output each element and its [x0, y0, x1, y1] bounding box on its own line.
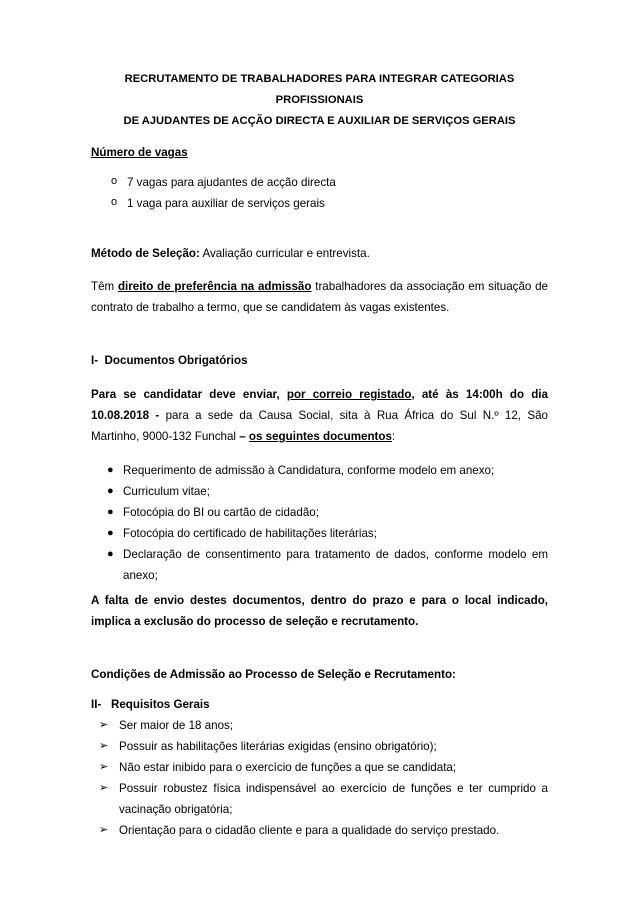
arrow-bullet-icon: ➢ [99, 782, 109, 794]
document-item-text: Fotocópia do BI ou cartão de cidadão; [123, 506, 319, 519]
vagas-item: o 1 vaga para auxiliar de serviços gerais [111, 193, 336, 214]
requirement-item-text: Ser maior de 18 anos; [119, 719, 234, 732]
vagas-item: o 7 vagas para ajudantes de acção directa [111, 172, 336, 193]
intro-a: Para se candidatar deve enviar, [91, 388, 287, 401]
bullet-icon: ● [107, 527, 114, 539]
document-item [107, 481, 548, 502]
bullet-icon: ● [107, 485, 114, 497]
preferencia-paragraph [91, 276, 548, 318]
preferencia-emphasis: direito de preferência na admissão [117, 280, 312, 293]
document-item-text: Curriculum vitae; [123, 485, 210, 498]
documents-list [107, 460, 548, 586]
requirement-item-text: Possuir robustez física indispensável ao exercício de funções e ter cumprido a vacinação obrigatória; [119, 782, 548, 816]
requirement-item-text: Possuir as habilitações literárias exigidas (ensino obrigatório); [119, 740, 437, 753]
vagas-list [111, 172, 336, 214]
requirement-item [91, 820, 548, 841]
metodo-label: Método de Seleção: [91, 247, 200, 260]
document-title [91, 69, 548, 132]
intro-colon: : [391, 430, 396, 443]
intro-documents: os seguintes documentos [248, 430, 392, 443]
requirement-item-text: Não estar inibido para o exercício de funções a que se candidata; [119, 761, 457, 774]
document-item [107, 502, 548, 523]
bullet-icon: ● [107, 506, 114, 518]
arrow-bullet-icon: ➢ [99, 761, 109, 773]
requirement-item [91, 757, 548, 778]
section-2-number: II- [91, 698, 102, 711]
title-line-1: RECRUTAMENTO DE TRABALHADORES PARA INTEGRAR CATEGORIAS PROFISSIONAIS [124, 73, 515, 106]
document-item [107, 523, 548, 544]
document-item-text: Declaração de consentimento para tratamento de dados, conforme modelo em anexo; [123, 548, 548, 582]
document-item [107, 544, 548, 586]
metodo-text: Avaliação curricular e entrevista. [199, 247, 370, 260]
intro-dash: – [239, 430, 249, 443]
requirements-list [91, 715, 548, 841]
requirement-item [91, 736, 548, 757]
document-item-text: Requerimento de admissão à Candidatura, conforme modelo em anexo; [123, 464, 495, 477]
arrow-bullet-icon: ➢ [99, 719, 109, 731]
intro-address: para a sede da Causa Social, sita à Rua África do Sul N.º 12, São Martinho, 9000-132 Funchal [91, 409, 549, 443]
intro-deadline: , até às 14:00h do dia 10.08.2018 - [91, 388, 548, 422]
section-1-intro [91, 384, 548, 447]
vagas-heading: Número de vagas [91, 146, 188, 159]
title-line-2: DE AJUDANTES DE ACÇÃO DIRECTA E AUXILIAR DE SERVIÇOS GERAIS [123, 115, 516, 127]
section-1-number: I- [91, 354, 99, 367]
requirement-item [91, 778, 548, 820]
requirement-item [91, 715, 548, 736]
arrow-bullet-icon: ➢ [99, 824, 109, 836]
metodo-selecao [91, 243, 548, 264]
arrow-bullet-icon: ➢ [99, 740, 109, 752]
document-item [107, 460, 548, 481]
bullet-icon: ● [107, 548, 114, 560]
section-1-title: Documentos Obrigatórios [104, 354, 248, 367]
intro-registado: por correio registado [286, 388, 412, 401]
requirement-item-text: Orientação para o cidadão cliente e para a qualidade do serviço prestado. [119, 824, 500, 837]
section-2-title: Requisitos Gerais [110, 698, 210, 711]
preferencia-pre: Têm [91, 280, 118, 293]
preferencia-post: trabalhadores da associação em situação de contrato de trabalho a termo, que se candidatem às vagas existentes. [91, 280, 548, 314]
exclusion-warning: A falta de envio destes documentos, dentro do prazo e para o local indicado, implica a exclusão do processo de seleção e recrutamento. [91, 594, 548, 628]
bullet-icon: ● [107, 464, 114, 476]
section-1-heading [91, 350, 548, 371]
section-2-heading [91, 694, 548, 715]
document-item-text: Fotocópia do certificado de habilitações literárias; [123, 527, 377, 540]
condicoes-heading: Condições de Admissão ao Processo de Seleção e Recrutamento: [91, 668, 456, 681]
